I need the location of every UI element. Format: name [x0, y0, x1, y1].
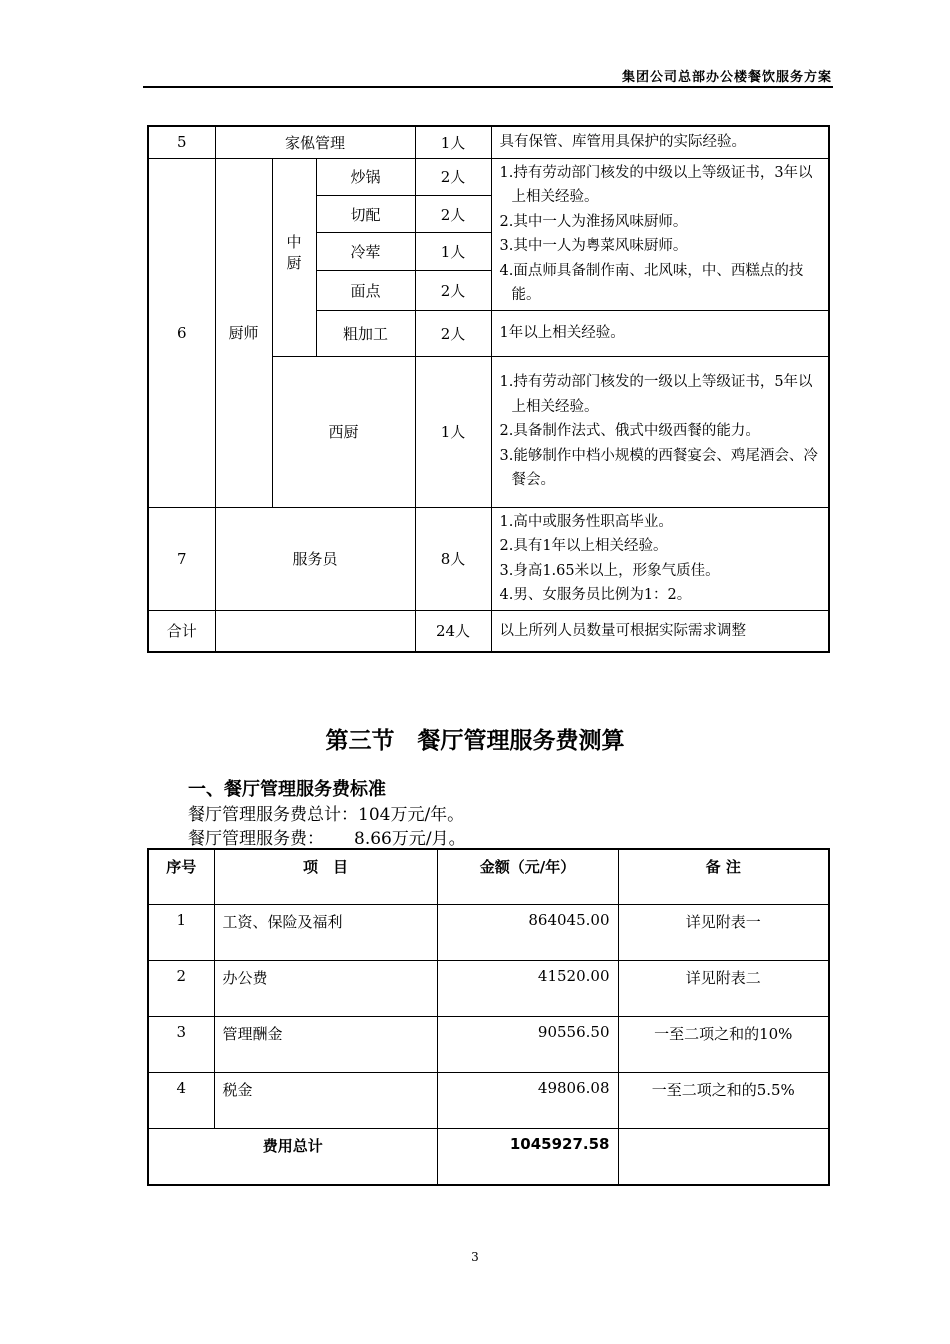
sub-role-cell: 切配 — [316, 195, 415, 232]
row-number: 7 — [148, 507, 215, 610]
empty-cell — [215, 610, 415, 652]
table-row — [148, 507, 829, 610]
total-note — [618, 1129, 829, 1186]
amount-cell: 41520.00 — [437, 961, 618, 1017]
fee-monthly-line — [188, 824, 466, 849]
amount-cell: 864045.00 — [437, 905, 618, 961]
requirement-line: 3.其中一人为粤菜风味厨师。 — [499, 238, 688, 254]
table-row — [148, 905, 829, 961]
requirement-line: 4.面点师具备制作南、北风味，中、西糕点的技能。 — [499, 262, 804, 303]
requirement-line: 2.具备制作法式、俄式中级西餐的能力。 — [499, 423, 760, 440]
note-cell: 详见附表二 — [618, 961, 829, 1017]
requirement-cell: 具有保管、库管用具保护的实际经验。 — [491, 126, 829, 158]
total-amount: 1045927.58 — [437, 1129, 618, 1186]
requirement-line: 2.具有1年以上相关经验。 — [499, 538, 668, 554]
note-cell: 一至二项之和的10% — [618, 1017, 829, 1073]
section-subtitle: 一、餐厅管理服务费标准 — [188, 779, 386, 800]
column-header: 项 目 — [214, 849, 437, 905]
count-cell: 8人 — [415, 507, 491, 610]
item-cell: 工资、保险及福利 — [214, 905, 437, 961]
requirement-line: 3.身高1.65米以上，形象气质佳。 — [499, 562, 720, 579]
count-cell: 2人 — [415, 310, 491, 356]
count-cell: 1人 — [415, 126, 491, 158]
count-cell: 2人 — [415, 158, 491, 195]
fee-monthly-value: 8.66万元/月。 — [354, 829, 466, 849]
row-number: 1 — [148, 905, 214, 961]
table-row — [148, 1017, 829, 1073]
staff-table — [147, 125, 830, 653]
requirement-cell: 1年以上相关经验。 — [491, 310, 829, 356]
table-row — [148, 1073, 829, 1129]
column-header: 序号 — [148, 849, 214, 905]
role-cell: 厨师 — [215, 158, 272, 507]
requirement-line: 1.持有劳动部门核发的中级以上等级证书，3年以上相关经验。 — [499, 164, 813, 205]
requirement-line: 2.其中一人为淮扬风味厨师。 — [499, 213, 688, 230]
count-cell: 2人 — [415, 195, 491, 232]
row-number: 2 — [148, 961, 214, 1017]
item-cell: 办公费 — [214, 961, 437, 1017]
zhongchu-cell — [272, 158, 316, 356]
requirement-cell: 以上所列人员数量可根据实际需求调整 — [491, 610, 829, 652]
zhongchu-label: 中厨 — [284, 234, 303, 276]
amount-cell: 49806.08 — [437, 1073, 618, 1129]
requirement-line: 3.能够制作中档小规模的西餐宴会、鸡尾酒会、冷餐会。 — [499, 447, 818, 489]
item-cell: 管理酬金 — [214, 1017, 437, 1073]
requirement-line: 4.男、女服务员比例为1：2。 — [499, 587, 692, 603]
amount-cell: 90556.50 — [437, 1017, 618, 1073]
table-total-row — [148, 1129, 829, 1186]
sub-role-cell: 炒锅 — [316, 158, 415, 195]
table-row — [148, 610, 829, 652]
sub-role-cell: 冷荤 — [316, 233, 415, 270]
count-cell: 24人 — [415, 610, 491, 652]
row-number: 4 — [148, 1073, 214, 1129]
fee-table — [147, 848, 830, 1186]
requirement-line: 1.高中或服务性职高毕业。 — [499, 513, 673, 530]
table-row — [148, 126, 829, 158]
row-number: 5 — [148, 126, 215, 158]
count-cell: 1人 — [415, 233, 491, 270]
table-row — [148, 158, 829, 195]
requirement-cell — [491, 356, 829, 507]
fee-monthly-label: 餐厅管理服务费： — [188, 829, 324, 849]
requirement-line: 1.持有劳动部门核发的一级以上等级证书，5年以上相关经验。 — [499, 374, 813, 415]
item-cell: 税金 — [214, 1073, 437, 1129]
sub-role-cell: 西厨 — [272, 356, 415, 507]
section-title: 第三节 餐厅管理服务费测算 — [325, 728, 625, 754]
table-row — [148, 961, 829, 1017]
requirement-cell — [491, 507, 829, 610]
role-cell: 服务员 — [215, 507, 415, 610]
table-header-row — [148, 849, 829, 905]
sub-role-cell: 面点 — [316, 270, 415, 310]
fee-total-line: 餐厅管理服务费总计：104万元/年。 — [188, 805, 465, 825]
count-cell: 1人 — [415, 356, 491, 507]
header-rule — [143, 86, 833, 88]
column-header: 金额（元/年） — [437, 849, 618, 905]
row-number: 3 — [148, 1017, 214, 1073]
row-number: 6 — [148, 158, 215, 507]
requirement-cell — [491, 158, 829, 310]
role-cell: 家俬管理 — [215, 126, 415, 158]
page-number: 3 — [471, 1250, 479, 1264]
header-title: 集团公司总部办公楼餐饮服务方案 — [621, 70, 832, 85]
total-label: 费用总计 — [148, 1129, 437, 1186]
note-cell: 详见附表一 — [618, 905, 829, 961]
note-cell: 一至二项之和的5.5% — [618, 1073, 829, 1129]
total-label: 合计 — [148, 610, 215, 652]
count-cell: 2人 — [415, 270, 491, 310]
sub-role-cell: 粗加工 — [316, 310, 415, 356]
column-header: 备 注 — [618, 849, 829, 905]
